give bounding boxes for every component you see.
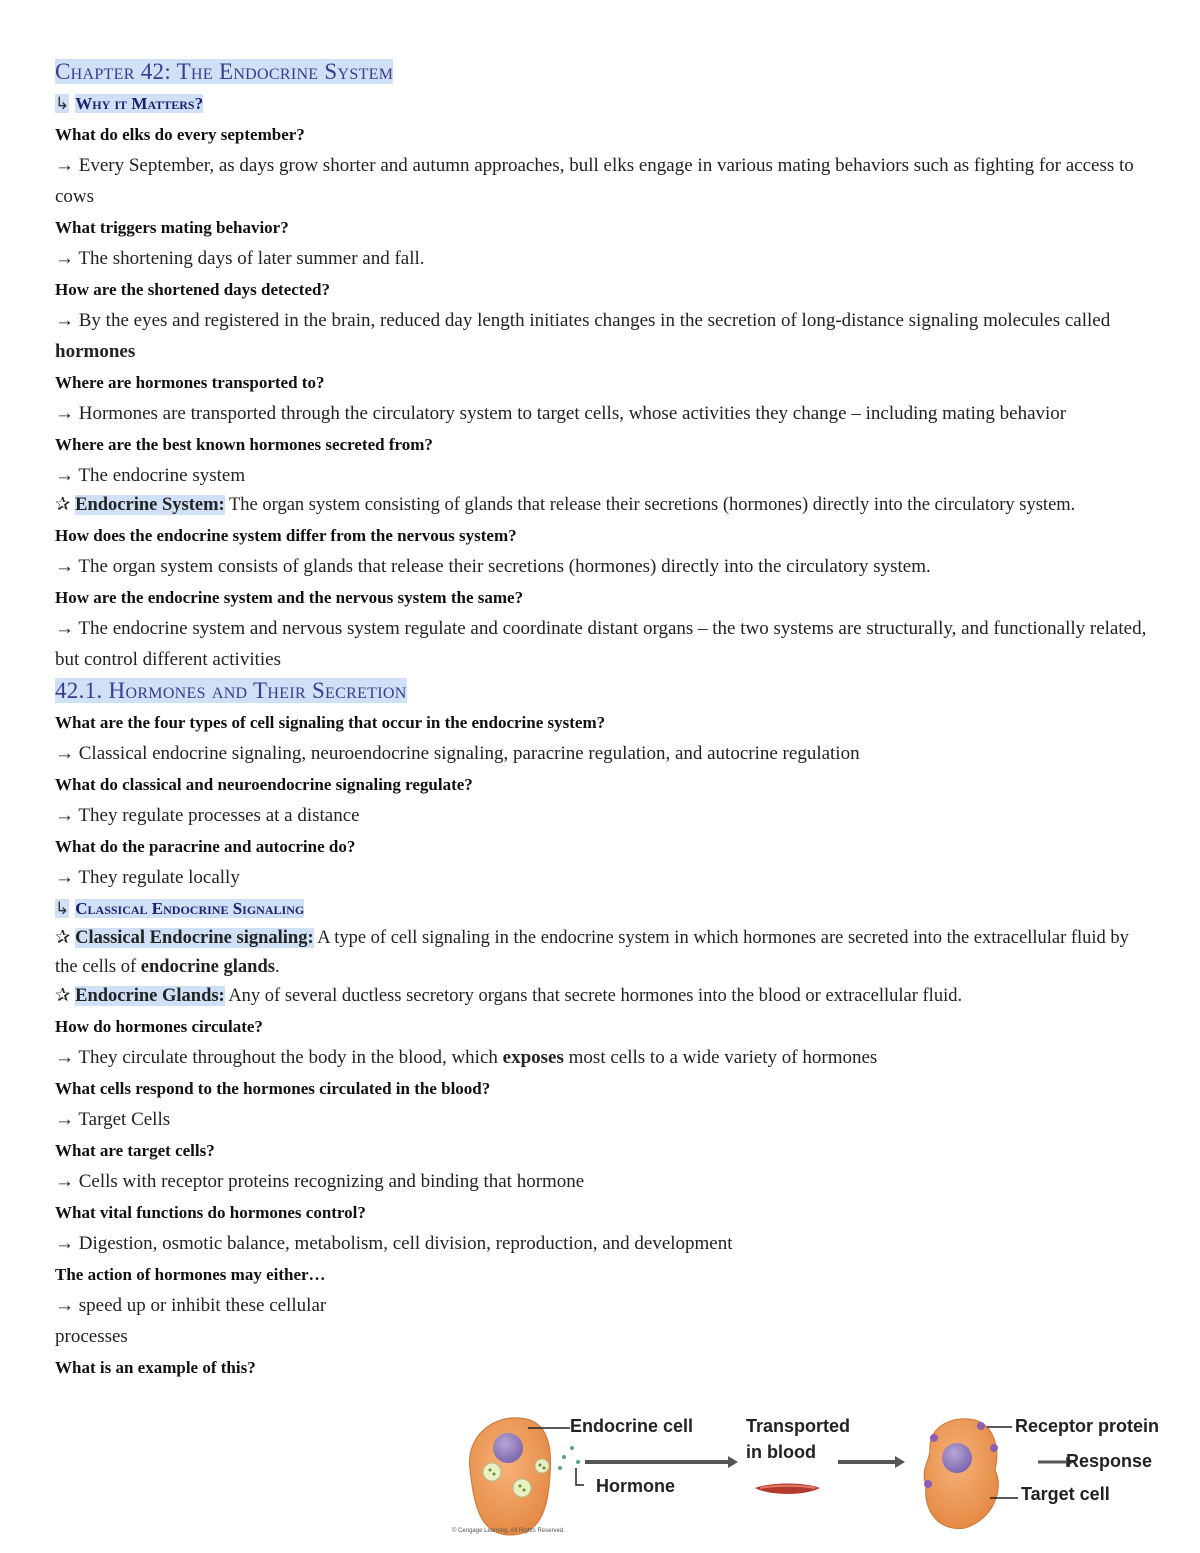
- receptor-protein: [977, 1422, 985, 1430]
- answer: → Digestion, osmotic balance, metabolism, cell division, reproduction, and development: [55, 1233, 733, 1254]
- label-transported: Transported: [746, 1416, 851, 1436]
- answer: → The shortening days of later summer and fall.: [55, 248, 425, 269]
- question: Where are the best known hormones secreted from?: [55, 435, 433, 454]
- definition-term: Endocrine Glands:: [75, 986, 225, 1006]
- answer: → The organ system consists of glands that release their secretions (hormones) directly into the circulatory system.: [55, 556, 931, 577]
- question: What is an example of this?: [55, 1358, 256, 1377]
- question: How are the shortened days detected?: [55, 280, 330, 299]
- classical-signaling-heading: ↳ Classical Endocrine Signaling: [55, 899, 305, 918]
- question: What are target cells?: [55, 1141, 215, 1160]
- question: What triggers mating behavior?: [55, 218, 289, 237]
- vesicle: [535, 1459, 549, 1473]
- question: What cells respond to the hormones circulated in the blood?: [55, 1079, 491, 1098]
- label-response: Response: [1066, 1451, 1153, 1471]
- receptor-protein: [930, 1434, 938, 1442]
- vesicle: [513, 1479, 531, 1497]
- receptor-protein: [924, 1480, 932, 1488]
- question: How does the endocrine system differ from the nervous system?: [55, 526, 517, 545]
- label-in-blood: in blood: [746, 1442, 816, 1462]
- hormone-molecule: [562, 1455, 566, 1459]
- hormone-molecule: [570, 1446, 574, 1450]
- label-target-cell: Target cell: [1021, 1484, 1110, 1504]
- label-endocrine-cell: Endocrine cell: [570, 1416, 694, 1436]
- label-hormone: Hormone: [596, 1476, 676, 1496]
- answer: → Hormones are transported through the circulatory system to target cells, whose activities they change – including mating behavior: [55, 403, 1067, 424]
- star-icon: ✰: [55, 986, 71, 1006]
- vesicle: [483, 1463, 501, 1481]
- definition-term: Endocrine System:: [75, 495, 225, 515]
- hormone-molecule: [558, 1466, 562, 1470]
- question: Where are hormones transported to?: [55, 373, 325, 392]
- answer: → They circulate throughout the body in the blood, which exposes most cells to a wide variety of hormones: [55, 1047, 878, 1068]
- answer: → By the eyes and registered in the brain, reduced day length initiates changes in the secretion of long-distance signaling molecules called hormones: [55, 310, 1111, 362]
- endocrine-nucleus: [493, 1433, 523, 1463]
- answer: → The endocrine system: [55, 465, 246, 486]
- answer: → Cells with receptor proteins recognizing and binding that hormone: [55, 1171, 585, 1192]
- document-body: [55, 56, 1155, 1383]
- answer: → Every September, as days grow shorter and autumn approaches, bull elks engage in various mating behaviors such as fighting for access to cows: [55, 155, 1134, 207]
- label-receptor-protein: Receptor protein: [1015, 1416, 1160, 1436]
- answer: → They regulate locally: [55, 867, 240, 888]
- definition-classical-signaling: ✰ Classical Endocrine signaling: A type of cell signaling in the endocrine system in which hormones are secreted into the extracellular fluid by the cells of endocrine glands.: [55, 928, 1129, 977]
- definition-endocrine-system: ✰ Endocrine System: The organ system consisting of glands that release their secretions (hormones) directly into the circulatory system.: [55, 495, 1076, 515]
- question: What do the paracrine and autocrine do?: [55, 837, 356, 856]
- answer: → Target Cells: [55, 1109, 171, 1130]
- answer: → The endocrine system and nervous system regulate and coordinate distant organs – the two systems are structurally, and functionally related, but control different activities: [55, 618, 1147, 670]
- answer: → speed up or inhibit these cellular processes: [55, 1295, 327, 1347]
- definition-term: Classical Endocrine signaling:: [75, 928, 314, 948]
- section-title: 42.1. Hormones and Their Secretion: [55, 678, 407, 703]
- why-it-matters-heading: ↳ Why it Matters?: [55, 94, 204, 113]
- answer: → They regulate processes at a distance: [55, 805, 360, 826]
- answer: → Classical endocrine signaling, neuroendocrine signaling, paracrine regulation, and autocrine regulation: [55, 743, 860, 764]
- star-icon: ✰: [55, 928, 71, 948]
- question: What do elks do every september?: [55, 125, 305, 144]
- receptor-protein: [990, 1444, 998, 1452]
- question: How are the endocrine system and the nervous system the same?: [55, 588, 524, 607]
- copyright-notice: © Cengage Learning. All Rights Reserved.: [452, 1528, 565, 1534]
- question: What are the four types of cell signaling that occur in the endocrine system?: [55, 713, 606, 732]
- question: The action of hormones may either…: [55, 1265, 326, 1284]
- definition-endocrine-glands: ✰ Endocrine Glands: Any of several ductless secretory organs that secrete hormones into the blood or extracellular fluid.: [55, 986, 963, 1006]
- hormone-molecule: [576, 1460, 580, 1464]
- question: What do classical and neuroendocrine signaling regulate?: [55, 775, 473, 794]
- question: What vital functions do hormones control?: [55, 1203, 366, 1222]
- chapter-title: Chapter 42: The Endocrine System: [55, 59, 394, 84]
- endocrine-signaling-diagram: [452, 1410, 1170, 1550]
- target-nucleus: [942, 1443, 972, 1473]
- star-icon: ✰: [55, 495, 71, 515]
- question: How do hormones circulate?: [55, 1017, 263, 1036]
